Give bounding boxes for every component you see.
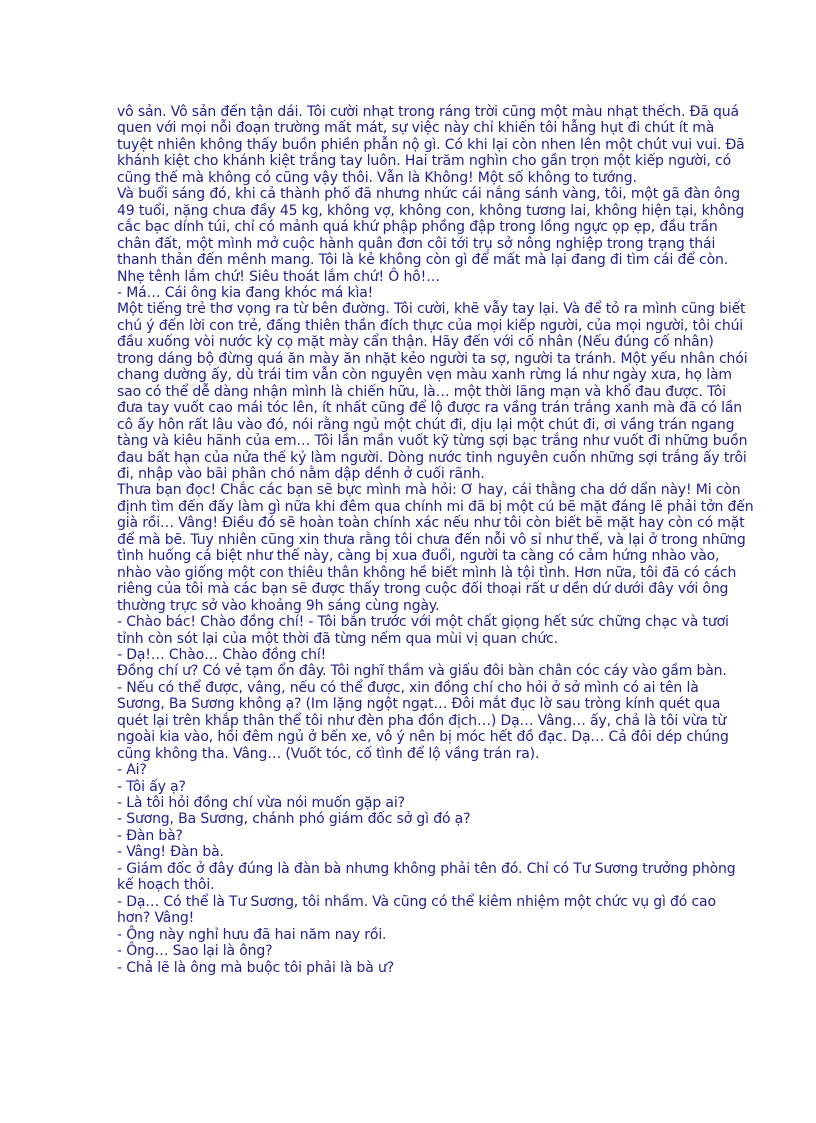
text-line: cũng không tha. Vâng… (Vuốt tóc, cố tình để lộ vầng trán ra). bbox=[117, 745, 540, 762]
text-line: tình huống cá biệt như thế này, càng bị xua đuổi, người ta càng có cảm hứng nhào vào, bbox=[117, 548, 720, 565]
text-line: cô ấy hôn rất lâu vào đó, nói rằng ngủ một chút đi, dịu lại một chút đi, ơi vầng trán ngang bbox=[117, 416, 735, 433]
document-body bbox=[117, 104, 807, 976]
text-line: tỉnh còn sót lại của một thời đã từng nếm qua mùi vị quan chức. bbox=[117, 630, 558, 647]
text-line: ngoài kia vào, hồi đêm ngủ ở bến xe, vô ý nên bị móc hết đồ đạc. Dạ… Cả đôi dép chúng bbox=[117, 729, 729, 746]
text-line: riêng của tôi mà các bạn sẽ được thấy trong cuộc đối thoại rất ư dền dứ dưới đây với ông bbox=[117, 581, 729, 598]
text-line: nhào vào giống một con thiêu thân không hề biết mình là tội tình. Hơn nữa, tôi đã có cách bbox=[117, 564, 737, 581]
text-line: chang dường ấy, dù trái tim vẫn còn nguyên vẹn màu xanh rừng lá như ngày xưa, họ làm bbox=[117, 367, 732, 384]
text-line: - Vâng! Đàn bà. bbox=[117, 844, 224, 861]
text-line: cắc bạc dính túi, chỉ có mảnh quá khứ phập phồng đập trong lồng ngực ọp ẹp, đầu trần bbox=[117, 219, 718, 236]
text-line: đi, nhập vào bãi phân chó nằm dập dềnh ở cuối rãnh. bbox=[117, 465, 485, 482]
text-line: sao có thể dễ dàng nhận mình là chiến hữu, là… một thời lãng mạn và khổ đau được. Tôi bbox=[117, 383, 726, 400]
text-line: tàng và kiêu hãnh của em… Tôi lần mần vuốt kỹ từng sợi bạc trắng như vuốt đi những buồn bbox=[117, 433, 748, 450]
text-line: hơn? Vâng! bbox=[117, 910, 195, 927]
text-line: - Chả lẽ là ông mà buộc tôi phải là bà ư? bbox=[117, 959, 395, 976]
text-line: - Ông… Sao lại là ông? bbox=[117, 943, 273, 960]
text-line: tuyệt nhiên không thấy buồn phiền phẫn nộ gì. Có khi lại còn nhen lên một chút vui vui. Đã bbox=[117, 136, 745, 153]
text-line: - Tôi ấy ạ? bbox=[117, 778, 186, 795]
text-line: khánh kiệt cho khánh kiệt trắng tay luôn. Hai trăm nghìn cho gần trọn một kiếp người, có bbox=[117, 153, 731, 170]
text-line: - Nếu có thể được, vâng, nếu có thể được, xin đồng chí cho hỏi ở sở mình có ai tên là bbox=[117, 679, 699, 696]
text-line: - Dạ!… Chào… Chào đồng chí! bbox=[117, 646, 327, 663]
text-line: Thưa bạn đọc! Chắc các bạn sẽ bực mình mà hỏi: Ơ hay, cái thằng cha dớ dẩn này! Mi còn bbox=[117, 482, 741, 499]
text-line: 49 tuổi, nặng chưa đầy 45 kg, không vợ, không con, không tương lai, không hiện tại, không bbox=[117, 202, 745, 219]
text-line: trong dáng bộ đừng quá ăn mày ăn nhặt kẻo người ta sợ, người ta tránh. Một yếu nhân chói bbox=[117, 350, 748, 367]
text-line: quen với mọi nỗi đoạn trường mất mát, sự việc này chỉ khiến tôi hẫng hụt đi chút ít mà bbox=[117, 120, 715, 137]
text-line: - Má… Cái ông kia đang khóc má kìa! bbox=[117, 284, 374, 301]
text-line: chú ý đến lời con trẻ, đấng thiên thần đích thực của mọi kiếp người, của mọi người, tôi chúi bbox=[117, 317, 744, 334]
text-line: - Giám đốc ở đây đúng là đàn bà nhưng không phải tên đó. Chỉ có Tư Sương trưởng phòng bbox=[117, 860, 736, 877]
text-line: đầu xuống vòi nước kỳ cọ mặt mày cẩn thận. Hãy đến với cố nhân (Nếu đúng cố nhân) bbox=[117, 334, 714, 351]
text-line: - Ai? bbox=[117, 762, 147, 779]
text-line: vô sản. Vô sản đến tận dái. Tôi cười nhạt trong ráng trời cũng một màu nhạt thếch. Đã quá bbox=[117, 104, 739, 120]
text-line: Nhẹ tênh lắm chứ! Siêu thoát lắm chứ! Ô hô!… bbox=[117, 268, 440, 285]
text-line: quét lại trên khắp thân thể tôi như đèn pha đồn địch…) Dạ… Vâng… ấy, chả là tôi vừa từ bbox=[117, 712, 727, 729]
text-line: già rồi… Vâng! Điều đó sẽ hoàn toàn chính xác nếu như tôi còn biết bẽ mặt hay còn có mặt bbox=[117, 515, 745, 532]
text-line: chân đất, một mình mở cuộc hành quân đơn côi tới trụ sở nông nghiệp trong trạng thái bbox=[117, 235, 716, 252]
text-line: Sương, Ba Sương không ạ? (Im lặng ngột ngạt… Đôi mắt đục lờ sau tròng kính quét qua bbox=[117, 696, 721, 713]
text-line: thường trực sở vào khoảng 9h sáng cùng ngày. bbox=[117, 597, 440, 614]
text-line: đưa tay vuốt cao mái tóc lên, ít nhất cũng để lộ được ra vầng trán trắng xanh mà đã có lần bbox=[117, 400, 743, 417]
text-line: cũng thế mà không có cũng vậy thôi. Vẫn là Không! Một số không to tướng. bbox=[117, 169, 637, 186]
text-line: - Là tôi hỏi đồng chí vừa nói muốn gặp ai? bbox=[117, 795, 405, 812]
text-line: thanh thản đến mênh mang. Tôi là kẻ không còn gì để mất mà lại đang đi tìm cái để còn. bbox=[117, 252, 729, 269]
text-line: kế hoạch thôi. bbox=[117, 877, 215, 894]
text-line: để mà bẽ. Tuy nhiên cũng xin thưa rằng tôi chưa đến nỗi vô sỉ như thế, và lại ở trong những bbox=[117, 531, 746, 548]
text-line: Một tiếng trẻ thơ vọng ra từ bên đường. Tôi cười, khẽ vẫy tay lại. Và để tỏ ra mình cũng biết bbox=[117, 301, 746, 318]
text-line: định tìm đến đấy làm gì nữa khi đêm qua chính mi đã bị một cú bẽ mặt đáng lẽ phải tởn đến bbox=[117, 498, 754, 515]
text-line: - Sương, Ba Sương, chánh phó giám đốc sở gì đó ạ? bbox=[117, 811, 471, 828]
text-line: Và buổi sáng đó, khi cả thành phố đã nhưng nhức cái nắng sánh vàng, tôi, một gã đàn ông bbox=[117, 186, 740, 203]
text-line: Đồng chí ư? Có vẻ tạm ổn đây. Tôi nghĩ thầm và giấu đôi bàn chân cóc cáy vào gầm bàn. bbox=[117, 663, 727, 680]
text-line: - Ông này nghỉ hưu đã hai năm nay rồi. bbox=[117, 926, 387, 943]
text-line: - Đàn bà? bbox=[117, 827, 183, 844]
text-line: - Dạ… Có thể là Tư Sương, tôi nhầm. Và cũng có thể kiêm nhiệm một chức vụ gì đó cao bbox=[117, 893, 716, 910]
text-line: - Chào bác! Chào đồng chí! - Tôi bắn trước với một chất giọng hết sức chững chạc và tươi bbox=[117, 614, 729, 631]
text-line: đau bất hạn của nửa thế kỷ làm người. Dòng nước tinh nguyên cuốn những sợi trắng ấy trôi bbox=[117, 449, 747, 466]
